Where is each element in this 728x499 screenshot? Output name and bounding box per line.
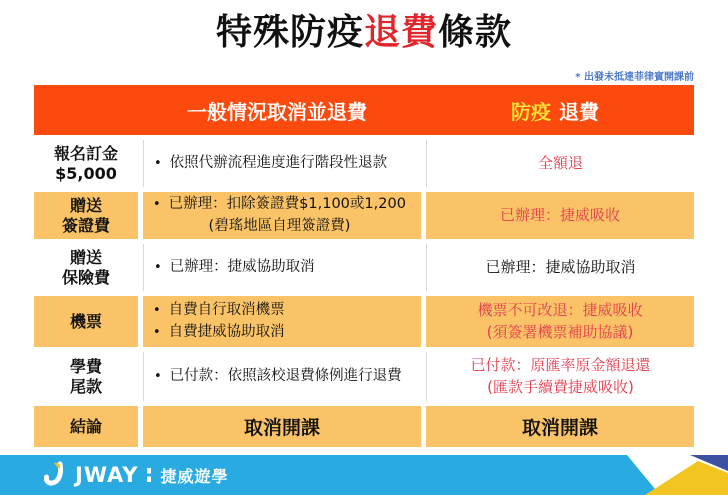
general-conclusion-cell: 取消開課 [143,406,421,447]
general-policy-cell [143,352,421,401]
row-label-line1: 機票 [69,311,102,331]
bullet-item: • 已付款：依照該校退費條例進行退費 [154,366,402,387]
general-policy-cell [143,192,421,239]
refund-table [34,85,694,447]
row-label [34,296,138,347]
row-label [34,192,138,239]
row-label-line1: 學費 [69,357,102,377]
row-label-line1: 報名訂金 [53,144,118,164]
brand-name: JWAY [75,462,139,487]
row-label-line1: 贈送 [69,196,102,216]
table-row-tuition [34,352,694,401]
row-label [34,352,138,401]
bullet-item: • 自費自行取消機票 [153,300,285,321]
header-covid-highlight: 防疫 [511,99,551,124]
row-label [34,140,138,187]
header-general-cancel: 一般情況取消並退費 [187,99,367,124]
table-row-deposit [34,140,694,187]
title-highlight: 退費 [363,12,438,53]
logo-vertical-mark [147,468,151,482]
row-label [34,244,138,291]
bullet-item: • 已辦理：捷威協助取消 [154,257,315,278]
covid-policy-cell [426,352,694,401]
bullet-item: • 自費捷威協助取消 [153,322,285,343]
covid-line2: (匯款手續費捷威吸收) [487,377,634,396]
covid-policy-cell [426,244,694,291]
header-covid-refund [416,96,694,125]
general-policy-cell [143,244,421,291]
row-label-line2: 保險費 [61,267,110,287]
header-covid-rest: 退費 [559,99,599,124]
table-row-conclusion [34,406,694,447]
footer-brand-band [0,455,728,495]
row-label-line2: 尾款 [69,376,102,396]
covid-policy-cell [426,192,694,239]
bullet-item: • 已辦理：扣除簽證費$1,100或1,200 [153,194,406,215]
covid-line: 已辦理：捷威吸收 [499,205,620,224]
covid-line2: (須簽署機票補助協議) [486,322,634,341]
covid-conclusion-cell: 取消開課 [426,406,694,447]
row-label-line1: 結論 [69,416,102,436]
row-label [34,406,138,447]
covid-policy-cell [426,296,694,347]
bullet-item: • 依照代辦流程進度進行階段性退款 [154,153,387,174]
general-policy-cell [143,140,421,187]
footnote: * 出發未抵達菲律賓開課前 [575,72,694,83]
covid-line: 機票不可改退：捷威吸收 [477,300,643,319]
covid-line: 已付款：原匯率原金額退還 [470,355,651,374]
row-label-line2: 簽證費 [61,215,110,235]
row-label-line2: $5,000 [55,163,117,183]
table-row-visa [34,192,694,239]
footer-corner-decoration [558,455,728,495]
table-row-flight [34,296,694,347]
brand-lockup [0,461,229,489]
general-policy-cell [143,296,421,347]
jway-logo-icon [44,461,68,489]
bullet-note: (碧瑤地區自理簽證費) [208,217,351,234]
table-header-row [34,85,694,135]
title-part1: 特殊防疫 [215,12,364,53]
table-row-insurance [34,244,694,291]
covid-line: 已辦理：捷威協助取消 [485,257,636,276]
covid-line: 全額退 [537,153,583,172]
covid-policy-cell [426,140,694,187]
title-part2: 條款 [438,12,513,53]
company-name: 捷威遊學 [160,466,229,486]
row-label-line1: 贈送 [69,248,102,268]
page-title [0,12,728,53]
